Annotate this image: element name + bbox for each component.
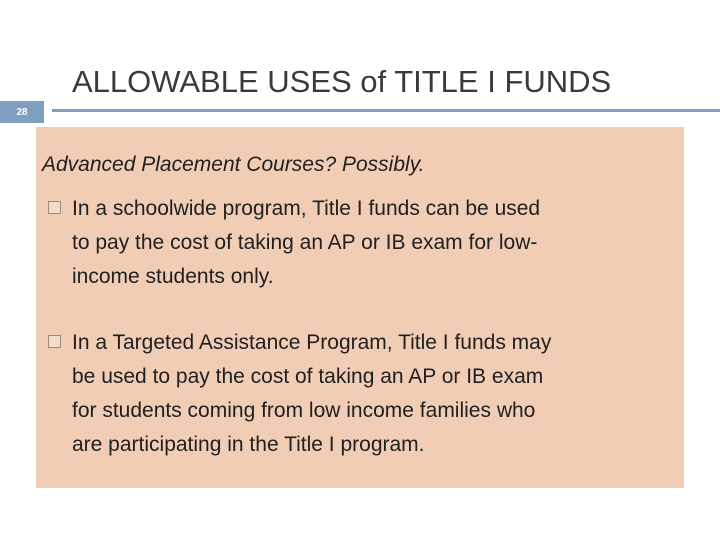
bullet-line: In a schoolwide program, Title I funds can be used [72, 197, 541, 220]
bullet-line: be used to pay the cost of taking an AP or IB exam [72, 365, 544, 388]
bullet-text [72, 192, 678, 294]
bullet-text [72, 326, 678, 462]
slide-number-badge [0, 101, 44, 123]
bullet-line: In a Targeted Assistance Program, Title I funds may [72, 331, 552, 354]
content-heading: Advanced Placement Courses? Possibly. [42, 153, 425, 176]
bullet-line: are participating in the Title I program. [72, 433, 425, 456]
checkbox-bullet-icon [48, 335, 61, 348]
checkbox-bullet-icon [48, 201, 61, 214]
bullet-line: income students only. [72, 265, 274, 288]
bullet-line: for students coming from low income families who [72, 399, 536, 422]
bullet-line: to pay the cost of taking an AP or IB exam for low- [72, 231, 538, 254]
slide-number: 28 [16, 106, 28, 118]
title-underline [52, 109, 720, 112]
slide-title: ALLOWABLE USES of TITLE I FUNDS [72, 64, 612, 99]
